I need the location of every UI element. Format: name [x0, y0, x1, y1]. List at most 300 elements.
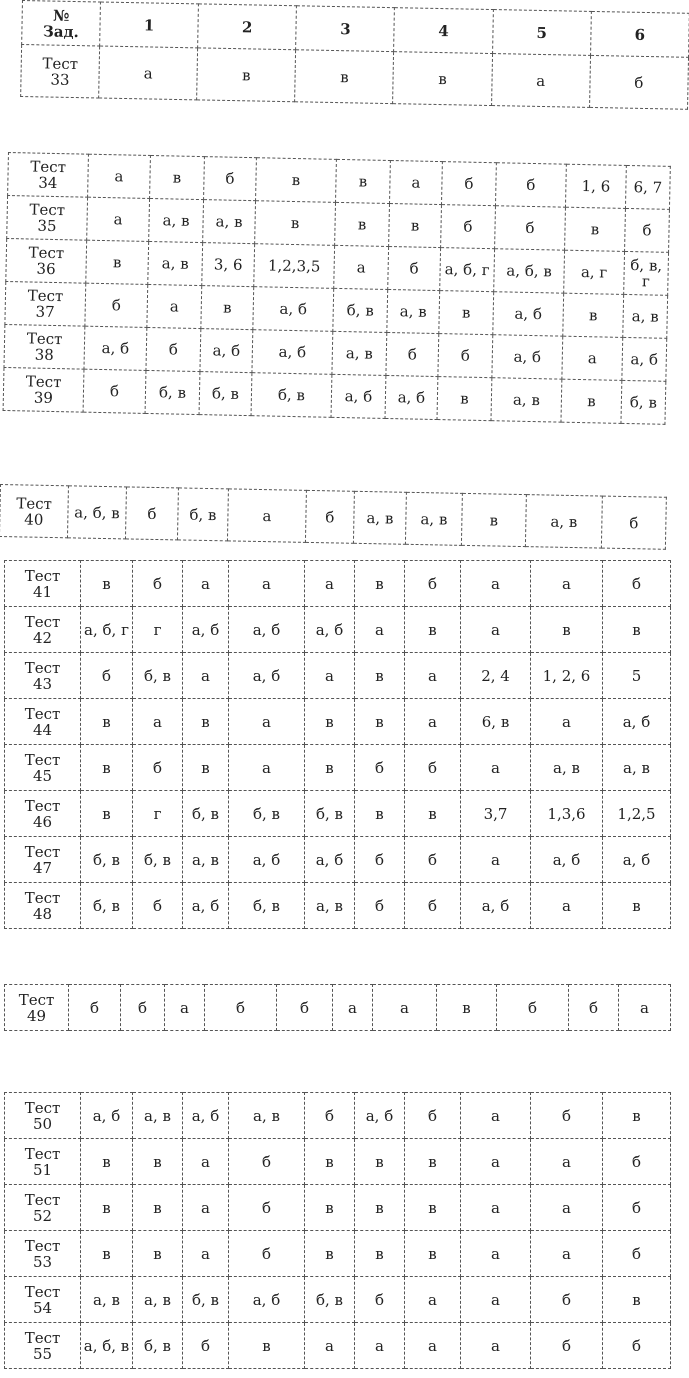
row-label-number: 33 — [50, 70, 70, 89]
answer-cell: б — [531, 1277, 603, 1323]
row-label — [6, 238, 87, 283]
answer-cell: а, б — [229, 837, 305, 883]
answer-cell: б — [355, 837, 405, 883]
answer-cell: в — [335, 202, 390, 246]
answer-cell: б — [405, 745, 461, 791]
answer-cell: а — [355, 1323, 405, 1369]
answer-cell: 3,7 — [461, 791, 531, 837]
answer-cell: а — [405, 653, 461, 699]
answer-cell: в — [81, 561, 133, 607]
row-label-number: 52 — [32, 1206, 53, 1225]
answer-cell: а, б — [492, 335, 563, 379]
answer-cell: в — [355, 653, 405, 699]
table-row — [5, 1231, 671, 1277]
answer-cell: в — [305, 1231, 355, 1277]
table-row — [5, 837, 671, 883]
row-label — [5, 745, 81, 791]
answer-cell: а, б, г — [81, 607, 133, 653]
row-label-number: 46 — [32, 812, 53, 831]
answer-cell: б — [204, 157, 257, 201]
answer-cell: в — [133, 1139, 183, 1185]
answer-cell: а — [305, 1323, 355, 1369]
row-label — [5, 883, 81, 929]
answer-cell: б — [183, 1323, 229, 1369]
answer-cell: в — [183, 745, 229, 791]
answer-cell: в — [201, 286, 254, 330]
row-label-number: 35 — [37, 216, 57, 236]
answer-cell: в — [405, 607, 461, 653]
answer-cell: а — [183, 561, 229, 607]
answer-cell: 1, 6 — [565, 164, 626, 208]
answer-cell: б — [355, 883, 405, 929]
row-label-word: Тест — [24, 750, 61, 769]
row-label-number: 54 — [32, 1298, 53, 1317]
answer-cell: а — [562, 336, 623, 380]
row-label — [5, 699, 81, 745]
answer-cell: а — [461, 607, 531, 653]
answer-cell: б — [133, 561, 183, 607]
table-row — [5, 561, 671, 607]
answer-cell: б, в — [199, 372, 252, 416]
answer-cell: в — [355, 1231, 405, 1277]
answer-cell: в — [461, 493, 526, 546]
row-label-number: 40 — [24, 509, 44, 529]
row-label-number: 45 — [32, 766, 53, 785]
answer-cell: б, в — [81, 883, 133, 929]
answer-cell: а, б — [84, 326, 147, 370]
answer-cell: а — [531, 699, 603, 745]
answer-cell: а, в — [623, 294, 668, 338]
answer-cell: б — [386, 332, 439, 376]
answer-cell: 3, 6 — [202, 243, 255, 287]
row-label-word: Тест — [30, 157, 67, 177]
answer-cell: в — [305, 699, 355, 745]
answer-cell: а — [147, 284, 202, 328]
answer-cell: а, б — [229, 607, 305, 653]
answer-cell: в — [393, 52, 492, 106]
answer-cell: в — [86, 240, 149, 284]
answer-cell: б — [83, 369, 146, 413]
row-label-number: 34 — [38, 173, 58, 193]
answer-cell: б, в — [621, 380, 666, 424]
answer-cell: а, в — [133, 1277, 183, 1323]
answer-cell: в — [81, 1231, 133, 1277]
answer-cell: б — [441, 162, 496, 206]
answer-cell: а — [461, 1093, 531, 1139]
answer-cell: а, в — [148, 241, 203, 285]
answer-cell: б — [569, 985, 619, 1031]
table-row — [5, 985, 671, 1031]
table-row — [5, 1185, 671, 1231]
row-label-number: 43 — [32, 674, 53, 693]
answer-cell: б — [603, 1231, 671, 1277]
answer-cell: б — [589, 55, 688, 109]
answer-cell: в — [183, 699, 229, 745]
answer-cell: в — [355, 561, 405, 607]
answer-cell: б — [229, 1185, 305, 1231]
answer-cell: а — [165, 985, 205, 1031]
answer-cell: б, в — [305, 1277, 355, 1323]
header-label-line1: № — [52, 6, 70, 25]
row-label-word: Тест — [24, 704, 61, 723]
answer-cell: в — [81, 791, 133, 837]
answer-cell: 1, 2, 6 — [531, 653, 603, 699]
answer-cell: а, в — [229, 1093, 305, 1139]
answer-cell: б — [125, 487, 178, 540]
row-label-number: 48 — [32, 904, 53, 923]
answer-cell: в — [197, 48, 296, 102]
answer-cell: а — [99, 46, 198, 100]
answer-cell: а, в — [387, 289, 440, 333]
row-label-word: Тест — [16, 493, 53, 513]
answer-cell: б — [603, 561, 671, 607]
answer-cell: а, б, в — [494, 249, 565, 293]
answer-cell: а, б — [385, 375, 438, 419]
answer-cell: а, б, в — [81, 1323, 133, 1369]
answer-cell: б — [305, 490, 354, 543]
answer-cell: в — [81, 1139, 133, 1185]
answer-cell: б, в — [145, 370, 200, 414]
answer-cell: а — [390, 161, 443, 205]
row-label-number: 53 — [32, 1252, 53, 1271]
table-row — [5, 1139, 671, 1185]
row-label-word: Тест — [29, 200, 66, 220]
answer-cell: б — [531, 1323, 603, 1369]
answer-cell: в — [355, 699, 405, 745]
answer-cell: в — [255, 201, 336, 246]
answer-table-header — [20, 0, 689, 110]
answer-cell: а, в — [525, 495, 602, 548]
answer-cell: б, в — [81, 837, 133, 883]
row-label — [5, 561, 81, 607]
row-label-number: 42 — [32, 628, 53, 647]
answer-cell: а — [405, 1277, 461, 1323]
answer-cell: а, в — [332, 331, 387, 375]
answer-cell: а, в — [405, 492, 462, 545]
row-label-word: Тест — [24, 612, 61, 631]
answer-cell: а — [334, 245, 389, 289]
answer-cell: б — [405, 1093, 461, 1139]
answer-cell: б, в — [133, 1323, 183, 1369]
answer-cell: в — [336, 159, 391, 203]
answer-cell: а, в — [203, 200, 256, 244]
answer-cell: а — [305, 653, 355, 699]
row-label-number: 38 — [34, 345, 54, 365]
answer-cell: в — [405, 791, 461, 837]
answer-cell: в — [405, 1139, 461, 1185]
answer-cell: а, б — [305, 607, 355, 653]
answer-cell: б — [133, 745, 183, 791]
answer-cell: а, б — [81, 1093, 133, 1139]
answer-cell: 1,3,6 — [531, 791, 603, 837]
answer-cell: б, в — [177, 488, 228, 541]
answer-cell: а — [531, 1231, 603, 1277]
row-label-number: 36 — [36, 259, 56, 279]
answer-cell: а — [229, 699, 305, 745]
answer-cell: б, в — [305, 791, 355, 837]
answer-cell: б — [603, 1323, 671, 1369]
answer-cell: в — [355, 791, 405, 837]
answer-cell: б — [495, 163, 566, 207]
answer-cell: а — [461, 1139, 531, 1185]
row-label-number: 47 — [32, 858, 53, 877]
answer-cell: а, б — [461, 883, 531, 929]
answer-cell: в — [295, 50, 394, 104]
answer-cell: б — [601, 496, 666, 549]
answer-cell: б — [355, 745, 405, 791]
row-label — [5, 653, 81, 699]
answer-cell: а, в — [491, 378, 562, 422]
header-col: 6 — [590, 11, 689, 57]
answer-cell: б — [305, 1093, 355, 1139]
row-label-word: Тест — [28, 243, 65, 263]
answer-cell: а, в — [149, 198, 204, 242]
answer-cell: б — [405, 837, 461, 883]
answer-cell: б — [438, 334, 493, 378]
answer-cell: б — [277, 985, 333, 1031]
answer-cell: б — [146, 327, 201, 371]
row-label-word: Тест — [24, 888, 61, 907]
answer-cell: а — [461, 837, 531, 883]
header-col: 5 — [492, 10, 591, 56]
answer-cell: в — [437, 985, 497, 1031]
answer-cell: б — [85, 283, 148, 327]
answer-cell: б — [355, 1277, 405, 1323]
answer-cell: б — [441, 205, 496, 249]
row-label-number: 51 — [32, 1160, 53, 1179]
answer-cell: в — [355, 1185, 405, 1231]
answer-cell: в — [437, 377, 492, 421]
answer-cell: б — [531, 1093, 603, 1139]
row-label — [5, 1323, 81, 1369]
answer-cell: б, в — [229, 883, 305, 929]
answer-cell: б — [69, 985, 121, 1031]
answer-cell: б — [603, 1185, 671, 1231]
header-col: 2 — [198, 4, 297, 50]
row-label-number: 39 — [33, 388, 54, 407]
answer-cell: в — [603, 1277, 671, 1323]
row-label-word: Тест — [24, 1144, 61, 1163]
answer-table-41-48 — [4, 560, 671, 929]
answer-cell: 6, в — [461, 699, 531, 745]
answer-cell: а — [88, 154, 151, 198]
answer-cell: в — [229, 1323, 305, 1369]
row-label — [21, 45, 100, 98]
answer-cell: г — [133, 791, 183, 837]
row-label-word: Тест — [24, 658, 61, 677]
answer-cell: б, в — [251, 373, 332, 418]
row-label — [5, 1277, 81, 1323]
header-col: 4 — [394, 8, 493, 54]
table-row — [5, 653, 671, 699]
answer-cell: в — [81, 1185, 133, 1231]
answer-cell: б — [229, 1139, 305, 1185]
answer-cell: а, в — [81, 1277, 133, 1323]
answer-cell: а — [405, 699, 461, 745]
row-label-word: Тест — [42, 53, 79, 73]
answer-cell: а — [183, 1139, 229, 1185]
row-label-number: 49 — [26, 1006, 47, 1025]
answer-cell: в — [133, 1185, 183, 1231]
answer-cell: а, б — [229, 653, 305, 699]
answer-cell: а, в — [603, 745, 671, 791]
row-label — [5, 1139, 81, 1185]
answer-cell: в — [150, 155, 205, 199]
answer-cell: б, в — [133, 837, 183, 883]
answer-cell: а, б — [355, 1093, 405, 1139]
row-label-word: Тест — [24, 1190, 61, 1209]
answer-cell: в — [603, 607, 671, 653]
answer-cell: а, б — [622, 337, 667, 381]
row-label-word: Тест — [24, 1328, 61, 1347]
answer-cell: а, б — [183, 883, 229, 929]
row-label — [5, 791, 81, 837]
answer-cell: а — [461, 1277, 531, 1323]
answer-cell: а — [183, 653, 229, 699]
answer-cell: а — [305, 561, 355, 607]
answer-cell: а — [183, 1185, 229, 1231]
answer-cell: в — [355, 1139, 405, 1185]
row-label-number: 41 — [32, 582, 53, 601]
answer-cell: а, б — [252, 330, 333, 375]
answer-cell: б, в — [229, 791, 305, 837]
table-row — [5, 1093, 671, 1139]
answer-cell: а — [229, 745, 305, 791]
answer-cell: а — [333, 985, 373, 1031]
answer-cell: в — [81, 745, 133, 791]
answer-cell: а — [491, 54, 590, 108]
answer-cell: а, б — [183, 1093, 229, 1139]
header-label-line2: Зад. — [42, 21, 79, 41]
row-label-number: 37 — [35, 302, 55, 322]
answer-cell: а — [619, 985, 671, 1031]
answer-cell: б — [133, 883, 183, 929]
header-col: 3 — [296, 6, 395, 52]
answer-cell: а, б, в — [67, 486, 126, 539]
header-col: 1 — [100, 2, 199, 48]
answer-cell: б — [121, 985, 165, 1031]
answer-cell: б — [603, 1139, 671, 1185]
answer-cell: а — [531, 883, 603, 929]
table-row — [5, 1323, 671, 1369]
answer-cell: б — [229, 1231, 305, 1277]
answer-cell: а — [405, 1323, 461, 1369]
answer-cell: в — [565, 207, 626, 251]
row-label — [5, 1231, 81, 1277]
answer-cell: а — [531, 1185, 603, 1231]
row-label-word: Тест — [24, 842, 61, 861]
answer-cell: в — [603, 1093, 671, 1139]
answer-cell: а, в — [183, 837, 229, 883]
answer-cell: б — [205, 985, 277, 1031]
table-row — [5, 745, 671, 791]
answer-cell: а — [461, 1323, 531, 1369]
answer-cell: в — [389, 204, 442, 248]
answer-cell: в — [81, 699, 133, 745]
answer-cell: а, б, г — [440, 248, 495, 292]
answer-cell: б — [388, 246, 441, 290]
answer-cell: 5 — [603, 653, 671, 699]
row-label-word: Тест — [24, 566, 61, 585]
answer-cell: а — [227, 489, 306, 542]
row-label — [5, 837, 81, 883]
table-row — [0, 485, 666, 550]
answer-cell: а — [531, 561, 603, 607]
answer-cell: в — [439, 291, 494, 335]
answer-cell: б — [81, 653, 133, 699]
answer-cell: а, б — [229, 1277, 305, 1323]
row-label-word: Тест — [27, 286, 64, 306]
answer-cell: б, в, г — [624, 251, 669, 295]
answer-cell: а, б — [305, 837, 355, 883]
answer-cell: а, в — [353, 491, 406, 544]
row-label — [3, 367, 84, 412]
answer-cell: 1,2,3,5 — [254, 244, 335, 289]
answer-cell: 1,2,5 — [603, 791, 671, 837]
answer-cell: в — [133, 1231, 183, 1277]
table-row — [5, 1277, 671, 1323]
answer-cell: б — [495, 206, 566, 250]
answer-cell: а, б — [183, 607, 229, 653]
answer-cell: б — [405, 883, 461, 929]
answer-cell: б — [405, 561, 461, 607]
answer-cell: а — [87, 197, 150, 241]
answer-cell: а — [461, 745, 531, 791]
row-label — [0, 485, 68, 538]
answer-cell: в — [305, 745, 355, 791]
answer-cell: а, б — [253, 287, 334, 332]
answer-cell: б — [625, 208, 670, 252]
row-label — [7, 196, 88, 241]
answer-cell: а — [531, 1139, 603, 1185]
answer-cell: а, в — [305, 883, 355, 929]
row-label — [5, 1093, 81, 1139]
row-label-word: Тест — [24, 1098, 61, 1117]
answer-cell: в — [561, 379, 622, 423]
row-label-word: Тест — [26, 329, 63, 349]
answer-cell: а — [355, 607, 405, 653]
row-label-word: Тест — [18, 990, 55, 1009]
answer-cell: б — [497, 985, 569, 1031]
answer-cell: в — [563, 293, 624, 337]
answer-table-50-55 — [4, 1092, 671, 1369]
answer-cell: б, в — [183, 1277, 229, 1323]
row-label — [4, 324, 85, 369]
answer-table-49 — [4, 984, 671, 1031]
row-label-number: 44 — [32, 720, 53, 739]
row-label-number: 50 — [32, 1114, 53, 1133]
answer-table-40 — [0, 484, 667, 550]
answer-cell: а — [373, 985, 437, 1031]
answer-cell: а, б — [603, 699, 671, 745]
row-label — [5, 607, 81, 653]
answer-cell: а, в — [531, 745, 603, 791]
row-label — [5, 281, 86, 326]
answer-cell: а, б — [331, 374, 386, 418]
answer-cell: в — [603, 883, 671, 929]
header-label — [22, 1, 101, 46]
answer-table-34-39 — [3, 152, 671, 425]
answer-cell: в — [305, 1185, 355, 1231]
answer-cell: б, в — [183, 791, 229, 837]
answer-cell: а — [229, 561, 305, 607]
answer-cell: а — [183, 1231, 229, 1277]
table-row — [5, 883, 671, 929]
table-row — [5, 791, 671, 837]
answer-cell: а, б — [200, 329, 253, 373]
answer-cell: г — [133, 607, 183, 653]
answer-cell: а — [133, 699, 183, 745]
